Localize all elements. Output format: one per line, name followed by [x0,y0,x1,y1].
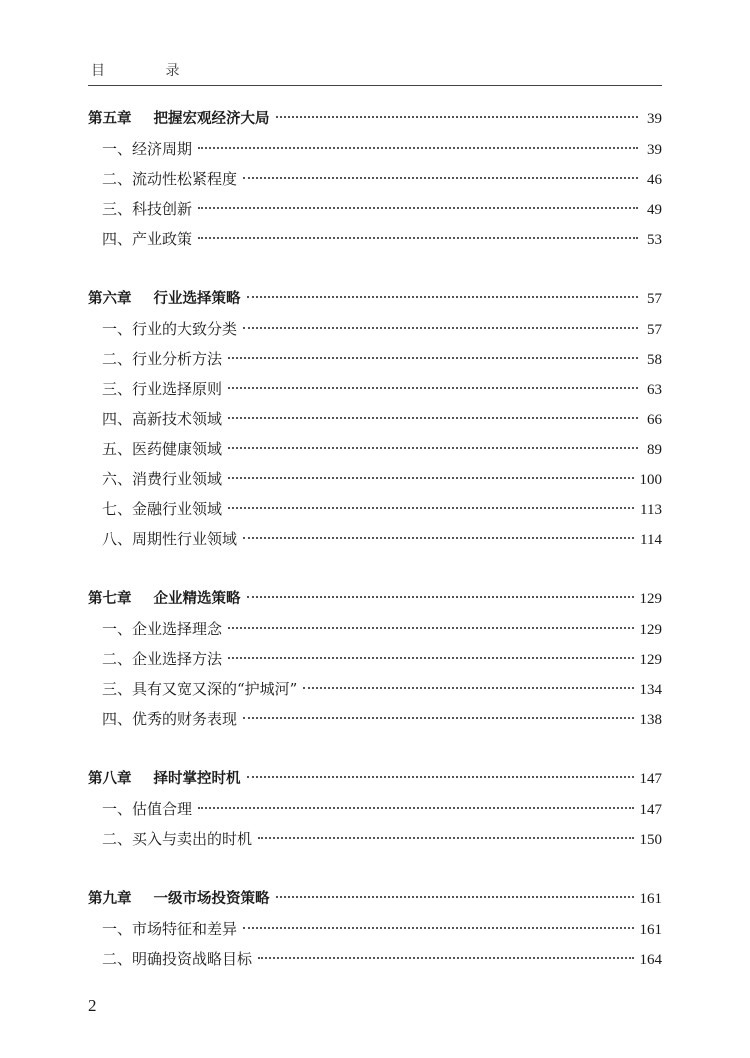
dot-leader [198,207,638,209]
section-title: 三、具有又宽又深的“护城河” [102,680,298,698]
section-page-number: 46 [647,172,662,188]
dot-leader [228,507,634,509]
section-page-number: 147 [639,802,662,818]
toc-section-row[interactable] [88,347,662,371]
section-page-number: 39 [647,142,662,158]
section-title: 一、行业的大致分类 [102,320,238,338]
chapter-number: 第七章 [88,591,132,607]
dot-leader [243,717,633,719]
section-title: 八、周期性行业领域 [102,530,238,548]
dot-leader [258,837,633,839]
chapter-number: 第五章 [88,111,132,127]
section-page-number: 63 [647,382,662,398]
chapter-title: 一级市场投资策略 [153,891,270,907]
chapter-title: 行业选择策略 [153,291,241,307]
section-page-number: 53 [647,232,662,248]
toc-chapter-row[interactable] [88,587,662,611]
toc-section-row[interactable] [88,167,662,191]
section-page-number: 129 [639,652,662,668]
section-page-number: 89 [647,442,662,458]
section-page-number: 114 [640,532,662,548]
section-title: 三、行业选择原则 [102,380,223,398]
chapter-page-number: 147 [639,771,662,787]
dot-leader [228,627,633,629]
toc-section-row[interactable] [88,677,662,701]
toc-section-row[interactable] [88,917,662,941]
section-title: 五、医药健康领域 [102,440,223,458]
chapter-number: 第六章 [88,291,132,307]
chapter-title: 择时掌控时机 [153,771,241,787]
toc-section-row[interactable] [88,407,662,431]
section-title: 一、市场特征和差异 [102,920,238,938]
toc-section-row[interactable] [88,707,662,731]
section-page-number: 58 [647,352,662,368]
dot-leader [276,116,639,118]
section-title: 四、产业政策 [102,230,193,248]
section-page-number: 100 [639,472,662,488]
chapter-page-number: 39 [647,111,662,127]
toc-section-row[interactable] [88,827,662,851]
chapter-title: 把握宏观经济大局 [153,111,270,127]
toc-section-row[interactable] [88,197,662,221]
section-page-number: 57 [647,322,662,338]
toc-chapter-row[interactable] [88,767,662,791]
section-title: 二、企业选择方法 [102,650,223,668]
page-number: 2 [88,996,97,1015]
chapter-page-number: 161 [639,891,662,907]
section-page-number: 150 [639,832,662,848]
dot-leader [228,447,638,449]
section-title: 一、估值合理 [102,800,193,818]
toc-section-row[interactable] [88,377,662,401]
section-title: 三、科技创新 [102,200,193,218]
chapter-title: 企业精选策略 [153,591,241,607]
toc-section-row[interactable] [88,797,662,821]
dot-leader [228,477,633,479]
dot-leader [243,327,638,329]
section-title: 七、金融行业领域 [102,500,223,518]
section-title: 一、经济周期 [102,140,193,158]
toc-section-row[interactable] [88,467,662,491]
dot-leader [303,687,633,689]
section-title: 二、买入与卖出的时机 [102,830,253,848]
toc-chapter-row[interactable] [88,107,662,131]
dot-leader [198,147,638,149]
dot-leader [228,357,638,359]
section-title: 四、高新技术领域 [102,410,223,428]
toc-section-row[interactable] [88,137,662,161]
toc-section-row[interactable] [88,317,662,341]
section-page-number: 129 [639,622,662,638]
section-page-number: 164 [639,952,662,968]
toc-section-row[interactable] [88,527,662,551]
dot-leader [243,927,633,929]
section-page-number: 49 [647,202,662,218]
section-title: 四、优秀的财务表现 [102,710,238,728]
chapter-number: 第九章 [88,891,132,907]
dot-leader [198,807,633,809]
section-page-number: 113 [640,502,662,518]
toc-section-row[interactable] [88,437,662,461]
section-title: 二、流动性松紧程度 [102,170,238,188]
section-title: 二、明确投资战略目标 [102,950,253,968]
chapter-number: 第八章 [88,771,132,787]
toc-section-row[interactable] [88,947,662,971]
chapter-page-number: 57 [647,291,662,307]
dot-leader [228,657,633,659]
chapter-page-number: 129 [639,591,662,607]
section-page-number: 66 [647,412,662,428]
toc-chapter-row[interactable] [88,287,662,311]
dot-leader [247,296,639,298]
dot-leader [247,776,634,778]
section-page-number: 161 [639,922,662,938]
toc-chapter-row[interactable] [88,887,662,911]
dot-leader [228,417,638,419]
section-title: 二、行业分析方法 [102,350,223,368]
dot-leader [247,596,634,598]
toc-section-row[interactable] [88,227,662,251]
dot-leader [243,537,634,539]
dot-leader [243,177,638,179]
section-page-number: 138 [639,712,662,728]
toc-section-row[interactable] [88,497,662,521]
toc-section-row[interactable] [88,617,662,641]
dot-leader [228,387,638,389]
toc-section-row[interactable] [88,647,662,671]
dot-leader [198,237,638,239]
dot-leader [258,957,633,959]
section-title: 一、企业选择理念 [102,620,223,638]
dot-leader [276,896,634,898]
page-header-title: 目 录 [91,63,208,79]
section-page-number: 134 [639,682,662,698]
section-title: 六、消费行业领域 [102,470,223,488]
